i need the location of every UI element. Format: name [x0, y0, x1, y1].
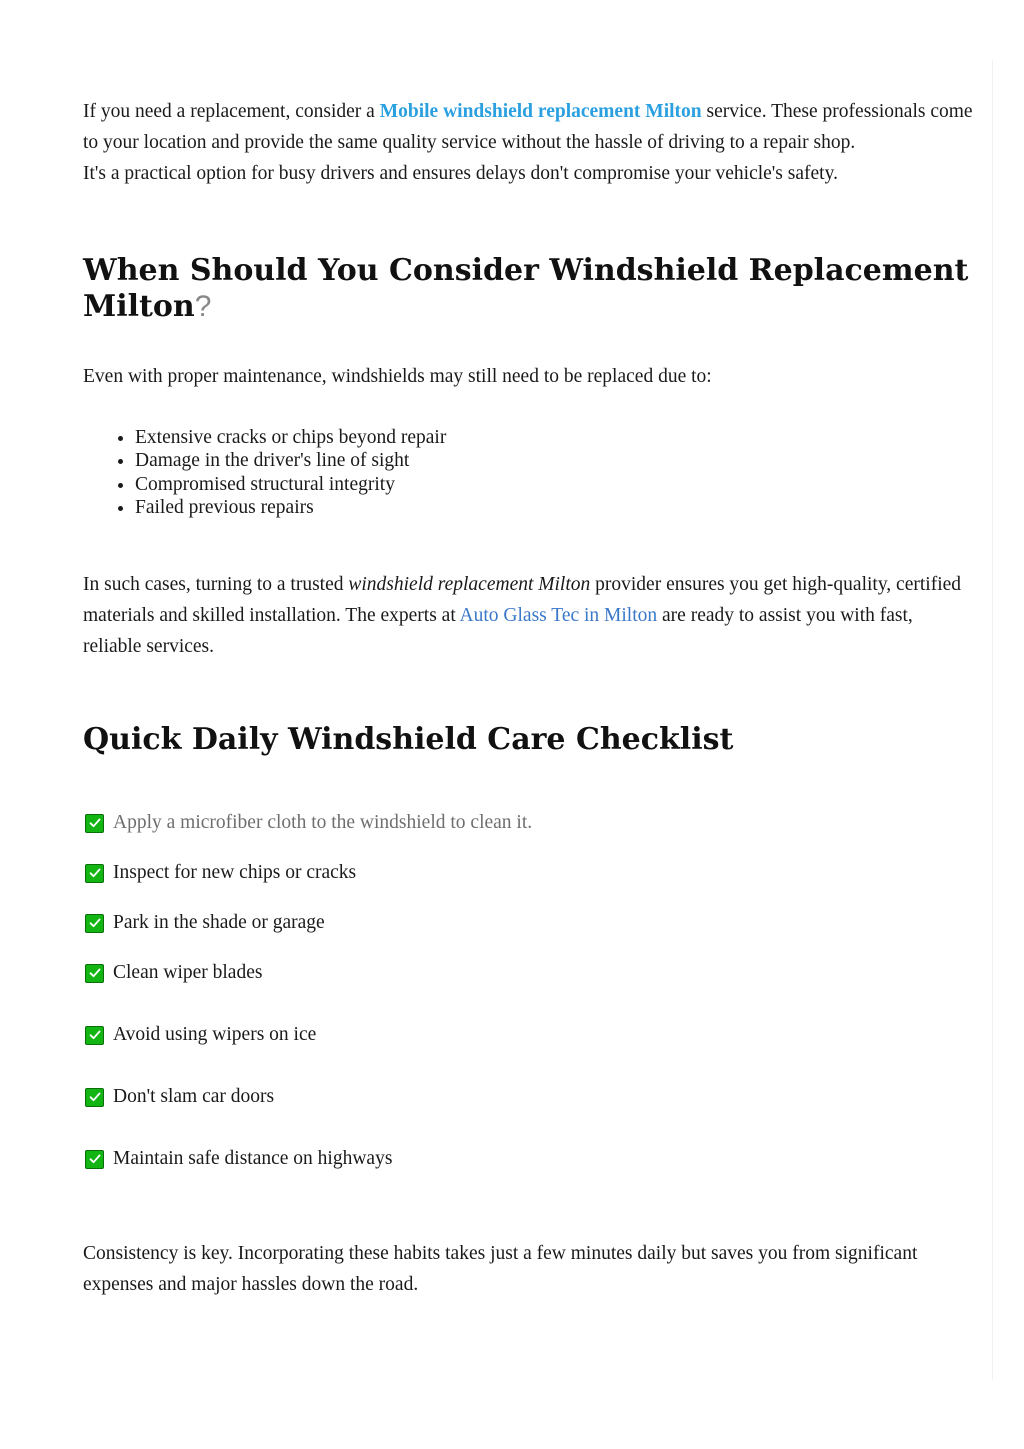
auto-glass-tec-link[interactable]: Auto Glass Tec in Milton — [459, 605, 658, 627]
checklist-item: Maintain safe distance on highways — [83, 1146, 973, 1172]
page-edge — [992, 60, 993, 1380]
checklist-item: Inspect for new chips or cracks — [83, 860, 973, 886]
checklist-item: Clean wiper blades — [83, 960, 973, 986]
checkmark-icon — [85, 864, 104, 883]
list-item: • Compromised structural integrity — [135, 473, 973, 496]
checkmark-icon — [85, 914, 104, 933]
list-item: • Failed previous repairs — [135, 496, 973, 519]
checkmark-icon — [85, 814, 104, 833]
section-lead: Even with proper maintenance, windshields may still need to be replaced due to: — [83, 366, 712, 387]
checkmark-icon — [85, 1026, 104, 1045]
checklist-item: Park in the shade or garage — [83, 910, 973, 936]
list-item: • Extensive cracks or chips beyond repair — [135, 426, 973, 449]
list-item: • Damage in the driver's line of sight — [135, 449, 973, 472]
document-page — [83, 96, 973, 1300]
care-checklist — [83, 810, 973, 1172]
reasons-list — [83, 426, 973, 519]
closing-paragraph: Consistency is key. Incorporating these habits takes just a few minutes daily but saves you from significant expenses and major hassles down the road. — [83, 1243, 918, 1296]
section-heading-when: When Should You Consider Windshield Replacement Milton? — [83, 253, 969, 324]
checkmark-icon — [85, 1150, 104, 1169]
checkmark-icon — [85, 964, 104, 983]
mobile-replacement-link[interactable]: Mobile windshield replacement Milton — [379, 101, 702, 122]
checkmark-icon — [85, 1088, 104, 1107]
checklist-item: Apply a microfiber cloth to the windshield to clean it. — [83, 810, 973, 836]
section-heading-checklist: Quick Daily Windshield Care Checklist — [83, 722, 734, 758]
intro-paragraph: If you need a replacement, consider a Mobile windshield replacement Milton service. These professionals come to your location and provide the same quality service without the hassle of driving to a repair shop. It's a practical option for busy drivers and ensures delays don't compromise your vehicle's safety. — [83, 101, 973, 184]
provider-paragraph: In such cases, turning to a trusted windshield replacement Milton provider ensures you get high-quality, certified materials and skilled installation. The experts at Auto Glass Tec in Milton are ready to assist you with fast, reliable services. — [83, 574, 962, 658]
checklist-item: Don't slam car doors — [83, 1084, 973, 1110]
checklist-item: Avoid using wipers on ice — [83, 1022, 973, 1048]
